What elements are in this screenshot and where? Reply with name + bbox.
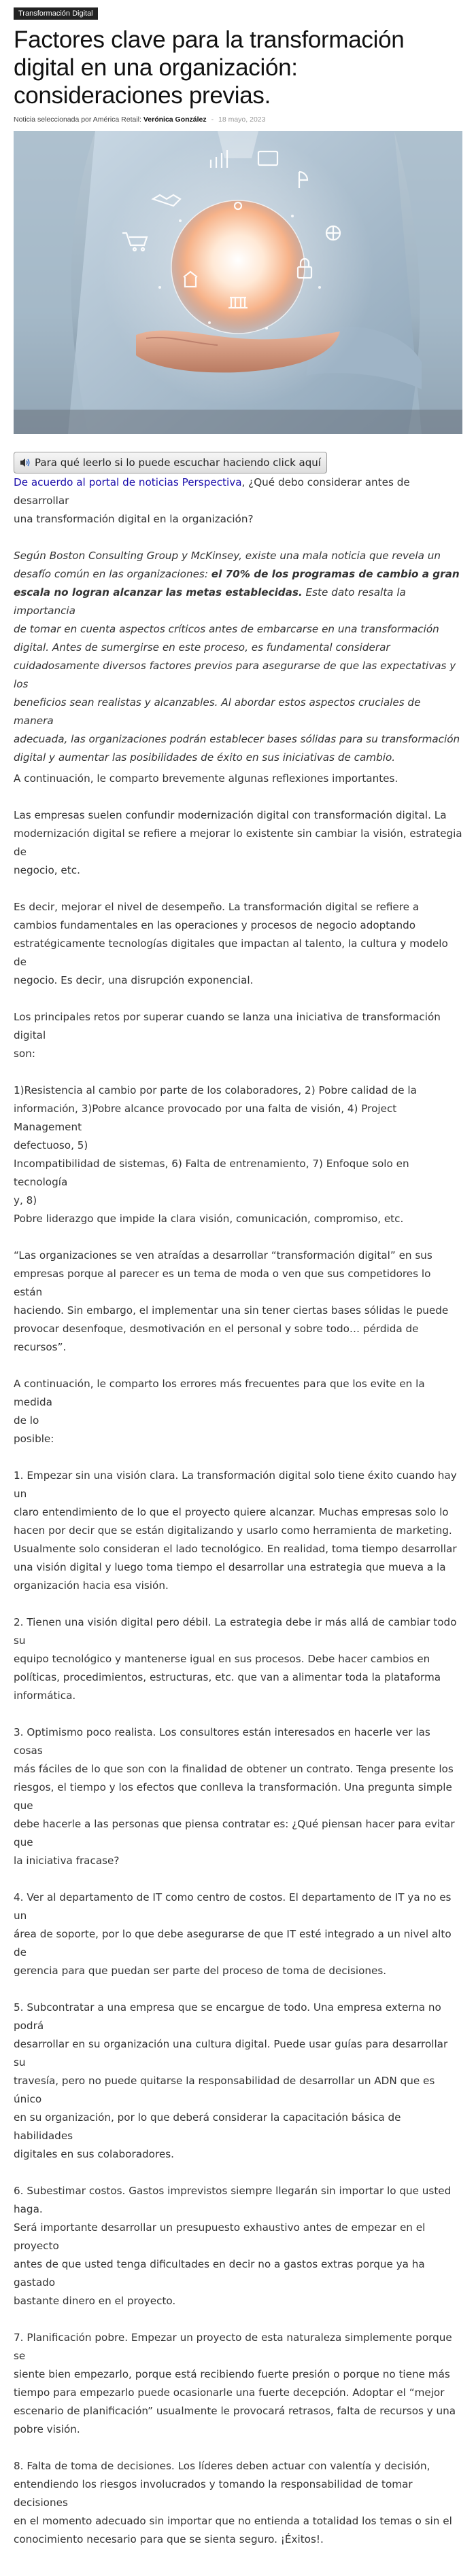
- paragraph: A continuación, le comparto los errores más frecuentes para que los evite en la medida de lo posible:: [14, 1378, 425, 1445]
- byline-prefix: Noticia seleccionada por América Retail:: [14, 115, 141, 124]
- paragraph: Los principales retos por superar cuando se lanza una iniciativa de transformación digital son:: [14, 1011, 441, 1060]
- error-item-4: 4. Ver al departamento de IT como centro de costos. El departamento de IT ya no es un área de soporte, por lo que debe asegurarse de que IT esté integrado a un nivel alto de gerencia para que puedan ser parte del proceso de toma de decisiones.: [14, 1891, 452, 1977]
- italic-paragraph: Según Boston Consulting Group y McKinsey, existe una mala noticia que revela un desafío común en las organizaciones: el 70% de los programas de cambio a gran escala no logran alcanzar las metas establecidas. Este dato resalta la importancia de tomar en cuenta aspectos críticos antes de embarcarse en una transformación digital. Antes de sumergirse en este proceso, es fundamental considerar cuidadosamente diversos factores previos para asegurarse de que las expectativas y los beneficios sean realistas y alcanzables. Al abordar estos aspectos cruciales de manera adecuada, las organizaciones podrán establecer bases sólidas para su transformación digital y aumentar las posibilidades de éxito en sus iniciativas de cambio.: [14, 550, 460, 764]
- paragraph: Las empresas suelen confundir modernización digital con transformación digital. La modernización digital se refiere a mejorar lo existente sin cambiar la visión, estrategia de negocio, etc.: [14, 809, 462, 876]
- source-link[interactable]: De acuerdo al portal de noticias Perspectiva: [14, 476, 242, 488]
- article-body: De acuerdo al portal de noticias Perspectiva, ¿Qué debo considerar antes de desarrollar una transformación digital en la organización? Según Boston Consulting Group y McKinsey, existe una mala noticia que revela un desafío común en las organizaciones: el 70% de los programas de cambio a gran escala no logran alcanzar las metas establecidas. Este dato resalta la importancia de tomar en cuenta aspectos críticos antes de embarcarse en una transformación digital. Antes de sumergirse en este proceso, es fundamental considerar cuidadosamente diversos factores previos para asegurarse de que las expectativas y los beneficios sean realistas y alcanzables. Al abordar estos aspectos cruciales de manera adecuada, las organizaciones podrán establecer bases sólidas para su transformación digital y aumentar las posibilidades de éxito en sus iniciativas de cambio. A continuación, le comparto brevemente algunas reflexiones importantes. Las empresas suelen confundir modernización digital con transformación digital. La modernización digital se refiere a mejorar lo existente sin cambiar la visión, estrategia de negocio, etc. Es decir, mejorar el nivel de desempeño. La transformación digital se refiere a cambios fundamentales en las operaciones y procesos de negocio adoptando estratégicamente tecnologías digitales que impactan al talento, la cultura y modelo de negocio. Es decir, una disrupción exponencial. Los principales retos por superar cuando se lanza una iniciativa de transformación digital son: 1)Resistencia al cambio por parte de los colaboradores, 2) Pobre calidad de la información, 3)Pobre alcance provocado por una falta de visión, 4) Project Management defectuoso, 5) Incompatibilidad de sistemas, 6) Falta de entrenamiento, 7) Enfoque solo en tecnología y, 8) Pobre liderazgo que impide la clara visión, comunicación, compromiso, etc. “Las organizaciones se ven atraídas a desarrollar “transformación digital” en sus empresas porque al parecer es un tema de moda o ven que sus competidores lo están haciendo. Sin embargo, el implementar una sin tener ciertas bases sólidas le puede provocar desenfoque, desmotivación en el personal y sobre todo… pérdida de recursos”. A continuación, le comparto los errores más frecuentes para que los evite en la medida de lo posible: 1. Empezar sin una visión clara. La transformación digital solo tiene éxito cuando hay un claro entendimiento de lo que el proyecto quiere alcanzar. Muchas empresas solo lo hacen por decir que se están digitalizando y usarlo como herramienta de marketing. Usualmente solo consideran el lado tecnológico. En realidad, toma tiempo desarrollar una visión digital y luego toma tiempo el desarrollar una estrategia que mueva a la organización hacia esa visión. 2. Tienen una visión digital pero débil. La estrategia debe ir más allá de cambiar todo su equipo tecnológico y mantenerse igual en sus procesos. Debe hacer cambios en políticas, procedimientos, estructuras, etc. que van a alimentar toda la plataforma informática. 3. Optimismo poco realista. Los consultores están interesados en hacerle ver las cosas más fáciles de lo que son con la finalidad de obtener un contrato. Tenga presente los riesgos, el tiempo y los efectos que conlleva la transformación. Una pregunta simple que debe hacerle a las personas que piensa contratar es: ¿Qué piensan hacer para evitar que la iniciativa fracase? 4. Ver al departamento de IT como centro de costos. El departamento de IT ya no es un área de soporte, por lo que debe asegurarse de que IT esté integrado a un nivel alto de gerencia para que puedan ser parte del proceso de toma de decisiones. 5. Subcontratar a una empresa que se encargue de todo. Una empresa externa no podrá desarrollar en su organización una cultura digital. Puede usar guías para desarrollar su travesía, pero no puede quitarse la responsabilidad de desarrollar un ADN que es único en su organización, por lo que deberá considerar la capacitación básica de habilidades digitales en sus colaboradores. 6. Subestimar costos. Gastos imprevistos siempre llegarán sin importar lo que usted haga. Será importante desarrollar un presupuesto exhaustivo antes de empezar en el proyecto antes de que usted tenga dificultades en decir no a gastos extras porque ya ha gastado bastante dinero en el proyecto. 7. Planificación pobre. Empezar un proyecto de esta naturaleza simplemente porque se siente bien empezarlo, porque está recibiendo fuerte presión o porque no tiene más tiempo para empezarlo puede ocasionarle una fuerte decepción. Adoptar el “mejor escenario de planificación” usualmente le provocará retrasos, falta de recursos y una pobre visión. 8. Falta de toma de decisiones. Los líderes deben actuar con valentía y decisión, entendiendo los riesgos involucrados y tomando la responsabilidad de tomar decisiones en el momento adecuado sin importar que no entienda a totalidad los temas o sin el conocimiento necesario para que se sienta seguro. ¡Éxitos!.: [14, 473, 462, 2549]
- error-item-2: 2. Tienen una visión digital pero débil. La estrategia debe ir más allá de cambiar todo su equipo tecnológico y mantenerse igual en sus procesos. Debe hacer cambios en políticas, procedimientos, estructuras, etc. que van a alimentar toda la plataforma informática.: [14, 1616, 457, 1702]
- listen-audio-button[interactable]: [14, 452, 327, 473]
- challenges-list: 1)Resistencia al cambio por parte de los colaboradores, 2) Pobre calidad de la información, 3)Pobre alcance provocado por una falta de visión, 4) Project Management defectuoso, 5) Incompatibilidad de sistemas, 6) Falta de entrenamiento, 7) Enfoque solo en tecnología y, 8) Pobre liderazgo que impide la clara visión, comunicación, compromiso, etc.: [14, 1084, 417, 1225]
- publish-date: 18 mayo, 2023: [218, 115, 266, 124]
- paragraph: A continuación, le comparto brevemente algunas reflexiones importantes.: [14, 772, 398, 785]
- error-item-6: 6. Subestimar costos. Gastos imprevistos siempre llegarán sin importar lo que usted haga. Será importante desarrollar un presupuesto exhaustivo antes de empezar en el proyecto antes de que usted tenga dificultades en decir no a gastos extras porque ya ha gastado bastante dinero en el proyecto.: [14, 2185, 452, 2307]
- error-item-1: 1. Empezar sin una visión clara. La transformación digital solo tiene éxito cuando hay un claro entendimiento de lo que el proyecto quiere alcanzar. Muchas empresas solo lo hacen por decir que se están digitalizando y usarlo como herramienta de marketing. Usualmente solo consideran el lado tecnológico. En realidad, toma tiempo desarrollar una visión digital y luego toma tiempo el desarrollar una estrategia que mueva a la organización hacia esa visión.: [14, 1469, 457, 1592]
- paragraph: Es decir, mejorar el nivel de desempeño. La transformación digital se refiere a cambios fundamentales en las operaciones y procesos de negocio adoptando estratégicamente tecnologías digitales que impactan al talento, la cultura y modelo de negocio. Es decir, una disrupción exponencial.: [14, 901, 448, 986]
- byline-separator: -: [211, 115, 214, 124]
- article-title: Factores clave para la transformación digital en una organización: consideraciones previas.: [14, 26, 405, 109]
- category-tag[interactable]: Transformación Digital: [14, 7, 98, 20]
- quote-paragraph: “Las organizaciones se ven atraídas a desarrollar “transformación digital” en sus empresas porque al parecer es un tema de moda o ven que sus competidores lo están haciendo. Sin embargo, el implementar una sin tener ciertas bases sólidas le puede provocar desenfoque, desmotivación en el personal y sobre todo… pérdida de recursos”.: [14, 1249, 449, 1353]
- hero-image: [14, 131, 462, 434]
- error-item-5: 5. Subcontratar a una empresa que se encargue de todo. Una empresa externa no podrá desarrollar en su organización una cultura digital. Puede usar guías para desarrollar su travesía, pero no puede quitarse la responsabilidad de desarrollar un ADN que es único en su organización, por lo que deberá considerar la capacitación básica de habilidades digitales en sus colaboradores.: [14, 2001, 448, 2160]
- listen-button-label: Para qué leerlo si lo puede escuchar haciendo click aquí: [35, 457, 321, 469]
- byline: [14, 115, 462, 124]
- author-name[interactable]: Verónica González: [143, 115, 207, 124]
- speaker-icon: [20, 458, 31, 467]
- error-item-3: 3. Optimismo poco realista. Los consultores están interesados en hacerle ver las cosas más fáciles de lo que son con la finalidad de obtener un contrato. Tenga presente los riesgos, el tiempo y los efectos que conlleva la transformación. Una pregunta simple que debe hacerle a las personas que piensa contratar es: ¿Qué piensan hacer para evitar que la iniciativa fracase?: [14, 1726, 455, 1867]
- error-item-8: 8. Falta de toma de decisiones. Los líderes deben actuar con valentía y decisión, entendiendo los riesgos involucrados y tomando la responsabilidad de tomar decisiones en el momento adecuado sin importar que no entienda a totalidad los temas o sin el conocimiento necesario para que se sienta seguro. ¡Éxitos!.: [14, 2460, 452, 2545]
- intro-paragraph: De acuerdo al portal de noticias Perspectiva, ¿Qué debo considerar antes de desarrollar: [14, 476, 410, 507]
- error-item-7: 7. Planificación pobre. Empezar un proyecto de esta naturaleza simplemente porque se siente bien empezarlo, porque está recibiendo fuerte presión o porque no tiene más tiempo para empezarlo puede ocasionarle una fuerte decepción. Adoptar el “mejor escenario de planificación” usualmente le provocará retrasos, falta de recursos y una pobre visión.: [14, 2331, 456, 2435]
